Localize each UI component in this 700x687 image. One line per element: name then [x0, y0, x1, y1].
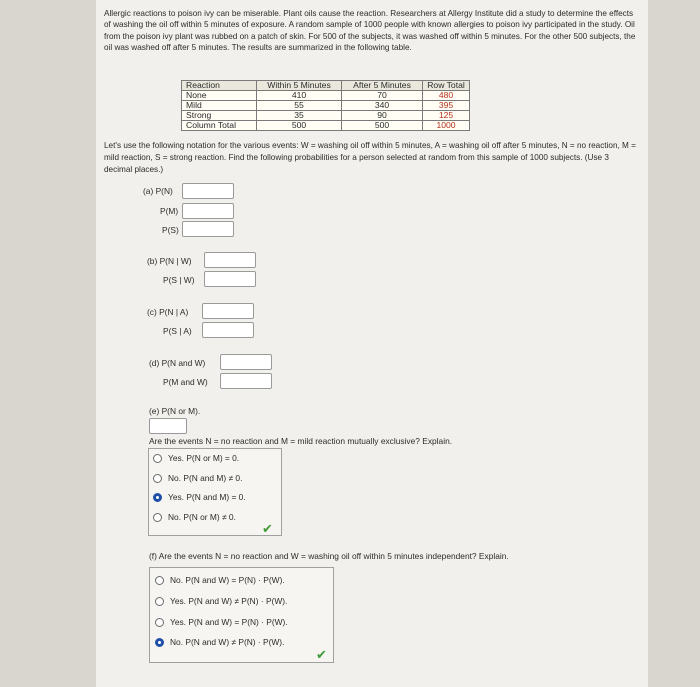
- radio-button[interactable]: [153, 454, 162, 463]
- option-label: No. P(N and M) ≠ 0.: [168, 473, 243, 483]
- part-b-label: (b) P(N | W): [147, 256, 192, 266]
- radio-option[interactable]: [155, 637, 284, 647]
- table-cell: 500: [342, 121, 423, 131]
- table-cell: 395: [423, 101, 470, 111]
- part-c-label: P(S | A): [163, 326, 192, 336]
- part-a-label: P(M): [160, 206, 179, 216]
- table-cell: 90: [342, 111, 423, 121]
- table-header-row: [182, 81, 470, 91]
- answer-input-pn-given-w[interactable]: [204, 252, 256, 268]
- intro-paragraph: Allergic reactions to poison ivy can be miserable. Plant oils cause the reaction. Researchers at Allergy Institute did a study to determine the effects of washing the oil off within 5 minutes of exposure. A random sample of 1000 people with known allergies to poison ivy participated in the study. Oil from the poison ivy plant was rubbed on a patch of skin. For 500 of the subjects, it was washed off within 5 minutes. For the other 500 subjects, the oil was washed off after 5 minutes. The results are summarized in the following table.: [104, 9, 636, 53]
- answer-input-pm-and-w[interactable]: [220, 373, 272, 389]
- table-cell: 55: [257, 101, 342, 111]
- part-b-label: P(S | W): [163, 275, 195, 285]
- table-cell: 340: [342, 101, 423, 111]
- table-cell: 410: [257, 91, 342, 101]
- table-cell: Strong: [182, 111, 257, 121]
- radio-button[interactable]: [155, 597, 164, 606]
- radio-button-selected[interactable]: [153, 493, 162, 502]
- table-cell: 1000: [423, 121, 470, 131]
- part-d-label: P(M and W): [163, 377, 208, 387]
- table-row: [182, 121, 470, 131]
- part-d-label: (d) P(N and W): [149, 358, 206, 368]
- answer-input-pn-given-a[interactable]: [202, 303, 254, 319]
- option-label: Yes. P(N and M) = 0.: [168, 492, 246, 502]
- table-cell: 480: [423, 91, 470, 101]
- radio-button[interactable]: [155, 618, 164, 627]
- check-mark-icon: ✔: [262, 521, 273, 536]
- reaction-table: [181, 80, 470, 131]
- table-cell: 35: [257, 111, 342, 121]
- part-e-label: (e) P(N or M).: [149, 406, 201, 416]
- table-cell: Column Total: [182, 121, 257, 131]
- option-label: Yes. P(N and W) ≠ P(N) · P(W).: [170, 596, 288, 606]
- part-a-label: (a) P(N): [143, 186, 173, 196]
- radio-option[interactable]: [153, 453, 239, 463]
- answer-input-pn[interactable]: [182, 183, 234, 199]
- answer-input-ps[interactable]: [182, 221, 234, 237]
- table-cell: Mild: [182, 101, 257, 111]
- answer-input-ps-given-w[interactable]: [204, 271, 256, 287]
- radio-button-selected[interactable]: [155, 638, 164, 647]
- radio-option[interactable]: [155, 617, 288, 627]
- answer-input-pn-and-w[interactable]: [220, 354, 272, 370]
- option-label: No. P(N and W) = P(N) · P(W).: [170, 575, 285, 585]
- table-row: [182, 91, 470, 101]
- table-cell: 500: [257, 121, 342, 131]
- part-f-question: (f) Are the events N = no reaction and W = washing oil off within 5 minutes independent? Explain.: [149, 551, 509, 561]
- notation-paragraph: Let's use the following notation for the various events: W = washing oil off within 5 minutes, A = washing oil off after 5 minutes, N = no reaction, M = mild reaction, S = strong reaction. Find the following probabilities for a person selected at random from this sample of 1000 subjects. (Use 3 decimal places.): [104, 141, 636, 174]
- table-header: Row Total: [423, 81, 470, 91]
- radio-option[interactable]: [153, 512, 236, 522]
- radio-option[interactable]: [153, 492, 246, 502]
- radio-button[interactable]: [153, 513, 162, 522]
- table-header: Within 5 Minutes: [257, 81, 342, 91]
- option-label: No. P(N or M) ≠ 0.: [168, 512, 236, 522]
- option-label: Yes. P(N and W) = P(N) · P(W).: [170, 617, 288, 627]
- radio-option[interactable]: [153, 473, 242, 483]
- table-header: After 5 Minutes: [342, 81, 423, 91]
- answer-input-ps-given-a[interactable]: [202, 322, 254, 338]
- radio-button[interactable]: [155, 576, 164, 585]
- table-row: [182, 111, 470, 121]
- radio-option[interactable]: [155, 575, 285, 585]
- part-e-question: Are the events N = no reaction and M = mild reaction mutually exclusive? Explain.: [149, 436, 453, 446]
- table-header: Reaction: [182, 81, 257, 91]
- table-cell: 125: [423, 111, 470, 121]
- answer-input-pn-or-m[interactable]: [149, 418, 187, 434]
- option-label: Yes. P(N or M) = 0.: [168, 453, 240, 463]
- check-mark-icon: ✔: [316, 647, 327, 662]
- table-cell: 70: [342, 91, 423, 101]
- radio-button[interactable]: [153, 474, 162, 483]
- table-cell: None: [182, 91, 257, 101]
- option-label: No. P(N and W) ≠ P(N) · P(W).: [170, 637, 285, 647]
- answer-input-pm[interactable]: [182, 203, 234, 219]
- table-row: [182, 101, 470, 111]
- radio-option[interactable]: [155, 596, 287, 606]
- part-c-label: (c) P(N | A): [147, 307, 189, 317]
- part-a-label: P(S): [162, 225, 179, 235]
